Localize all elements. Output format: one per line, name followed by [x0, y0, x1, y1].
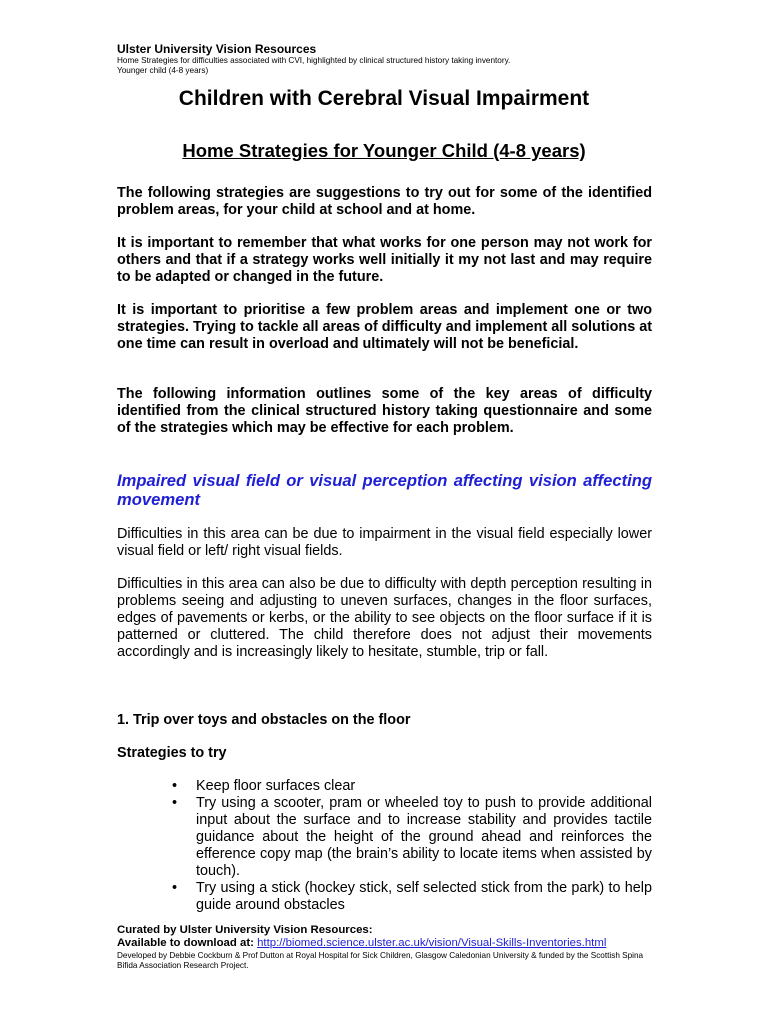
page-subtitle — [0, 138, 768, 164]
intro-paragraph-4: The following information outlines some of the key areas of difficulty identified from the clinical structured history taking questionnaire and some of the strategies which may be effective for each problem. — [117, 386, 652, 436]
header-age-group: Younger child (4-8 years) — [117, 66, 209, 75]
footer-curated: Curated by Ulster University Vision Resources: — [117, 924, 373, 936]
strategy-text: Keep floor surfaces clear — [196, 778, 356, 794]
intro-paragraph-1: The following strategies are suggestions to try out for some of the identified problem areas, for your child at school and at home. — [117, 185, 652, 218]
strategy-item — [172, 778, 652, 795]
strategy-item — [172, 880, 652, 914]
intro-paragraph-3: It is important to prioritise a few problem areas and implement one or two strategies. Trying to tackle all areas of difficulty and implement all solutions at one time can result in overload and ultimately will not be beneficial. — [117, 302, 652, 352]
section-paragraph-2: Difficulties in this area can also be due to difficulty with depth perception resulting in problems seeing and adjusting to uneven surfaces, changes in the floor surfaces, edges of pavements or kerbs, or the ability to see objects on the floor surface if it is patterned or cluttered. The child therefore does not adjust their movements accordingly and is increasingly likely to hesitate, stumble, trip or fall. — [117, 576, 652, 660]
bullet-icon: • — [172, 778, 178, 794]
header-subtitle: Home Strategies for difficulties associated with CVI, highlighted by clinical structured history taking inventory. — [117, 56, 511, 65]
item-heading: 1. Trip over toys and obstacles on the floor — [117, 712, 411, 728]
page-title: Children with Cerebral Visual Impairment — [178, 87, 590, 110]
strategies-list — [172, 778, 652, 914]
download-link[interactable]: http://biomed.science.ulster.ac.uk/vision/Visual-Skills-Inventories.html — [257, 937, 607, 949]
page-subtitle-text: Home Strategies for Younger Child (4-8 years) — [182, 140, 586, 161]
strategy-text: Try using a stick (hockey stick, self selected stick from the park) to help guide around obstacles — [196, 880, 652, 913]
strategies-label: Strategies to try — [117, 745, 227, 761]
section-paragraph-1: Difficulties in this area can be due to impairment in the visual field especially lower visual field or left/ right visual fields. — [117, 526, 652, 559]
page-footer — [117, 924, 657, 971]
footer-download-label: Available to download at: — [117, 937, 254, 949]
bullet-icon: • — [172, 795, 178, 811]
footer-credits: Developed by Debbie Cockburn & Prof Dutton at Royal Hospital for Sick Children, Glasgow Caledonian University & funded by the Scottish Spina Bifida Association Research Project. — [117, 951, 644, 970]
footer-download — [117, 937, 657, 950]
header-org: Ulster University Vision Resources — [117, 42, 317, 56]
page-header — [117, 42, 677, 76]
intro-paragraph-2: It is important to remember that what works for one person may not work for others and that if a strategy works well initially it my not last and may require to be adapted or changed in the future. — [117, 235, 652, 285]
section-heading: Impaired visual field or visual perception affecting vision affecting movement — [117, 471, 652, 509]
strategy-item — [172, 795, 652, 880]
strategy-text: Try using a scooter, pram or wheeled toy to push to provide additional input about the surface and to increase stability and provides tactile guidance about the height of the ground ahead and reinforces the efference copy map (the brain’s ability to locate items when assisted by touch). — [196, 795, 652, 879]
bullet-icon: • — [172, 880, 178, 896]
